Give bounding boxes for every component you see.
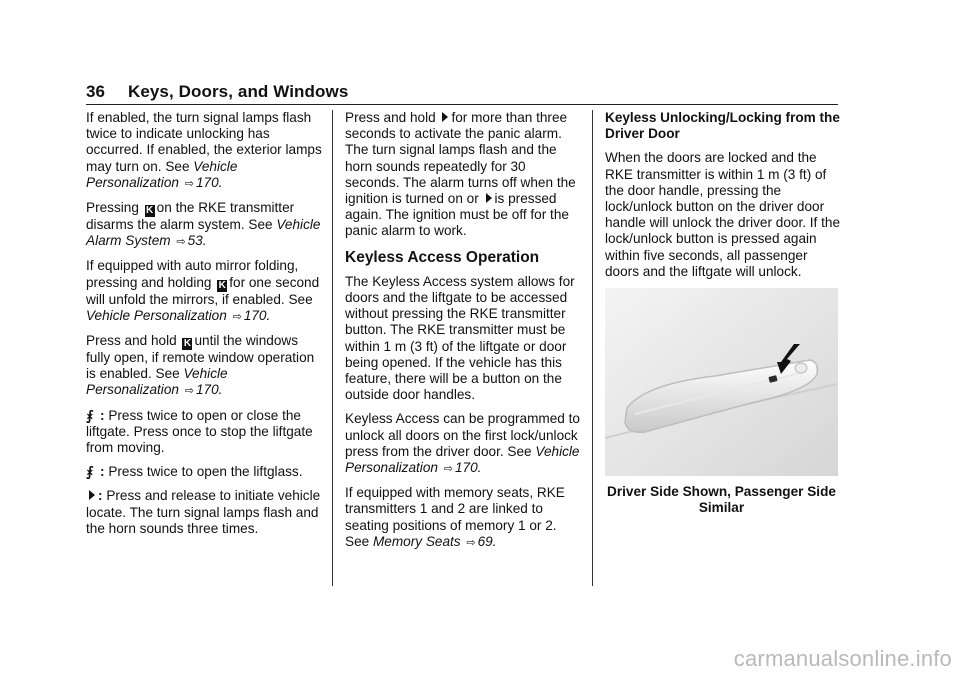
- section-heading: Keyless Access Operation: [345, 248, 540, 266]
- paragraph: ⨘ : Press twice to open or close the liftgate. Press once to stop the liftgate from moving.: [86, 407, 313, 456]
- remote-key-icon: K: [183, 338, 192, 350]
- paragraph: If equipped with auto mirror folding, pressing and holding K for one second will unfold the mirrors, if enabled. See Vehicle Personalization ⇨ 170.: [86, 258, 320, 323]
- link-vehicle-personalization[interactable]: Vehicle Personalization: [86, 366, 228, 398]
- page-ref[interactable]: 170: [195, 382, 219, 398]
- page-header: [86, 82, 348, 102]
- section-title: Keys, Doors, and Windows: [127, 82, 349, 101]
- panic-alarm-icon: [88, 489, 96, 501]
- remote-key-icon: K: [146, 205, 154, 217]
- page-ref-arrow-icon: ⇨: [184, 177, 194, 190]
- page-number: 36: [86, 82, 106, 101]
- link-vehicle-alarm-system[interactable]: Vehicle Alarm System: [86, 217, 321, 249]
- link-vehicle-personalization[interactable]: Vehicle Personalization: [345, 443, 580, 476]
- column-1: [86, 110, 322, 545]
- door-handle-illustration: [605, 288, 838, 476]
- page-ref[interactable]: 170: [195, 174, 219, 190]
- page-ref[interactable]: 170: [243, 307, 267, 323]
- column-divider: [592, 110, 593, 586]
- header-rule: [86, 104, 838, 105]
- link-memory-seats[interactable]: Memory Seats: [372, 533, 461, 549]
- column-divider: [332, 110, 333, 586]
- liftglass-icon: ⨘: [86, 464, 94, 480]
- paragraph: When the doors are locked and the RKE transmitter is within 1 m (3 ft) of the door handle, pressing the lock/unlock button on the driver door handle will unlock the driver door. If the lock/unlock button is pressed again within five seconds, all passenger doors and the liftgate will unlock.: [605, 150, 841, 279]
- link-vehicle-personalization[interactable]: Vehicle Personalization: [86, 158, 238, 190]
- page-ref-arrow-icon: ⇨: [176, 236, 186, 249]
- page-ref-arrow-icon: ⇨: [232, 310, 242, 323]
- page-ref[interactable]: 53: [187, 233, 203, 249]
- column-3: [605, 110, 841, 516]
- figure-caption: Driver Side Shown, Passenger Side Similar: [607, 484, 836, 516]
- paragraph: ⨘ : Press twice to open the liftglass.: [86, 464, 303, 480]
- paragraph: The Keyless Access system allows for doors and the liftgate to be accessed without pressing the RKE transmitter button. The RKE transmitter must be within 1 m (3 ft) of the liftgate or door being opened. If the vehicle has this feature, there will be a button on the outside door handles.: [345, 273, 575, 403]
- page-ref[interactable]: 69: [477, 533, 493, 549]
- door-handle-figure: [605, 288, 838, 476]
- paragraph: Pressing K on the RKE transmitter disarms the alarm system. See Vehicle Alarm System ⇨ 53.: [86, 200, 321, 249]
- paragraph: : Press and release to initiate vehicle locate. The turn signal lamps flash and the horn sounds three times.: [86, 488, 321, 536]
- page-ref-arrow-icon: ⇨: [466, 536, 476, 549]
- panic-alarm-icon: [485, 192, 493, 204]
- paragraph: Keyless Access can be programmed to unlock all doors on the first lock/unlock press from the driver door. See Vehicle Personalization ⇨ 170.: [345, 411, 580, 476]
- column-2: [345, 110, 581, 559]
- subheading: Keyless Unlocking/Locking from the Driver Door: [605, 110, 840, 142]
- paragraph: If equipped with memory seats, RKE transmitters 1 and 2 are linked to seating positions of memory 1 or 2. See Memory Seats ⇨ 69.: [345, 485, 565, 549]
- page-ref-arrow-icon: ⇨: [443, 463, 453, 476]
- watermark: carmanualsonline.info: [733, 646, 952, 671]
- remote-key-icon: K: [218, 279, 226, 291]
- link-vehicle-personalization[interactable]: Vehicle Personalization: [86, 307, 227, 323]
- paragraph: If enabled, the turn signal lamps flash twice to indicate unlocking has occurred. If enabled, the exterior lamps may turn on. See Vehicle Personalization ⇨ 170.: [86, 110, 322, 190]
- page-ref-arrow-icon: ⇨: [184, 385, 194, 398]
- panic-alarm-icon: [441, 111, 449, 123]
- liftgate-icon: ⨘: [86, 407, 94, 423]
- page-ref[interactable]: 170: [454, 460, 478, 476]
- paragraph: Press and hold K until the windows fully open, if remote window operation is enabled. See Vehicle Personalization ⇨ 170.: [86, 333, 315, 398]
- paragraph: Press and hold for more than three seconds to activate the panic alarm. The turn signal lamps flash and the horn sounds repeatedly for 30 seconds. The alarm turns off when the ignition is turned on or is pressed again. The ignition must be off for the panic alarm to work.: [345, 110, 576, 239]
